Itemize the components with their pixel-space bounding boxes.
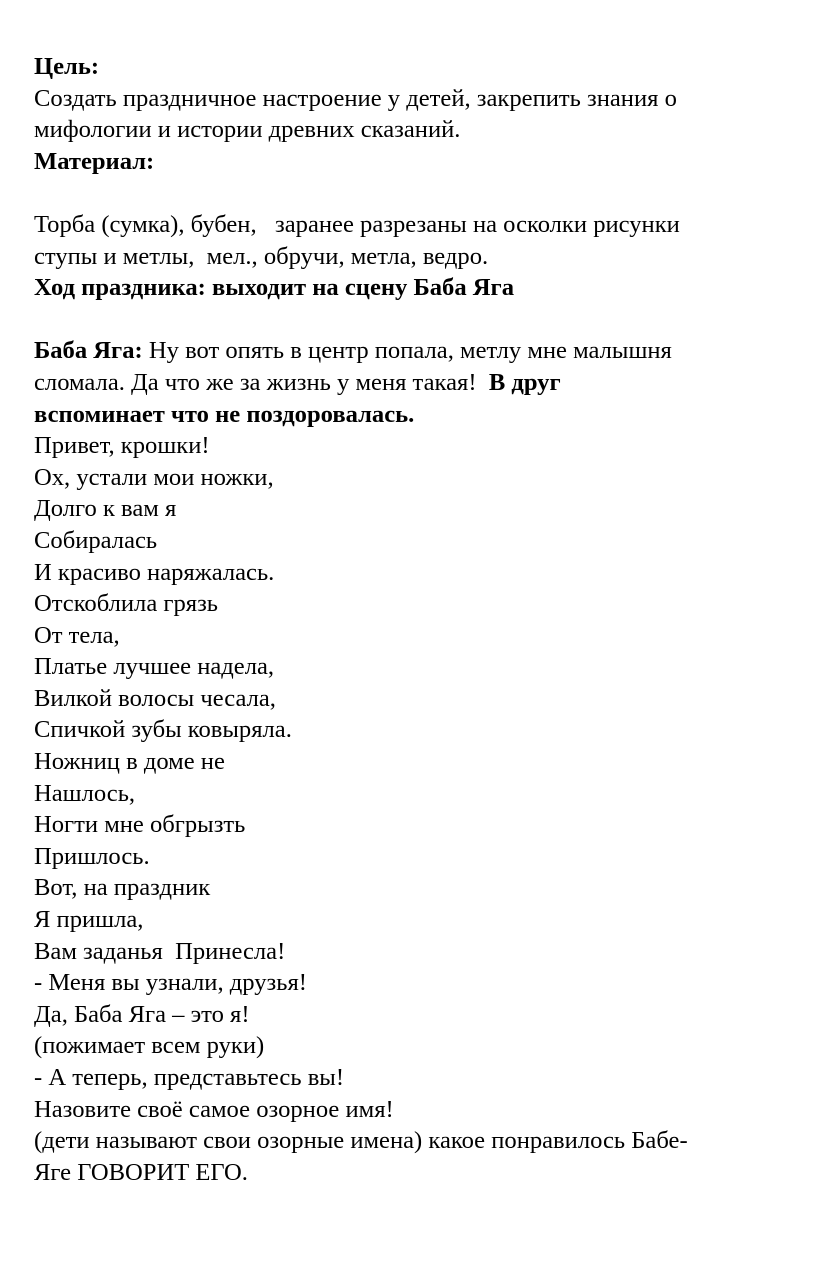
- poem-line: - А теперь, представьтесь вы!: [34, 1064, 345, 1091]
- material-line-1: Торба (сумка), бубен, заранее разрезаны на осколки рисунки: [34, 210, 680, 238]
- dialogue-line-1: [34, 335, 784, 367]
- stage-direction-start: В друг: [488, 368, 561, 396]
- poem-line: (пожимает всем руки): [34, 1032, 265, 1060]
- poem-line: Вот, на праздник: [34, 874, 211, 902]
- dialogue-line-2: [34, 367, 784, 399]
- blank-line: [34, 177, 784, 209]
- poem-line: Нашлось,: [34, 779, 136, 807]
- poem-line: Ногти мне обгрызть: [34, 811, 246, 839]
- stage-direction-end: вспоминает что не поздоровалась.: [34, 400, 415, 428]
- poem-line: Да, Баба Яга – это я!: [34, 1000, 250, 1028]
- poem-line: Долго к вам я: [34, 495, 177, 523]
- poem-line: - Меня вы узнали, друзья!: [34, 969, 307, 997]
- poem-line: От тела,: [34, 621, 120, 649]
- poem-line: Вилкой волосы чесала,: [34, 684, 276, 712]
- material-line-2: ступы и метлы, мел., обручи, метла, ведро.: [34, 242, 489, 270]
- poem-line: (дети называют свои озорные имена) какое понравилось Бабе-: [34, 1127, 688, 1155]
- poem-line: Ножниц в доме не: [34, 748, 225, 776]
- speaker-label: Баба Яга:: [34, 337, 143, 365]
- blank-line: [34, 304, 784, 336]
- poem-line: И красиво наряжалась.: [34, 558, 275, 586]
- poem-line: Платье лучшее надела,: [34, 653, 275, 681]
- course-heading: Ход праздника: выходит на сцену Баба Яга: [34, 274, 515, 302]
- goal-heading: Цель:: [34, 53, 100, 80]
- poem-line: Отскоблила грязь: [34, 590, 219, 618]
- poem-line: Ох, устали мои ножки,: [34, 463, 274, 491]
- poem-line: Я пришла,: [34, 906, 144, 934]
- poem-line: Привет, крошки!: [34, 432, 210, 460]
- dialogue-line-1-text: Ну вот опять в центр попала, метлу мне малышня: [142, 337, 672, 365]
- poem-line: Пришлось.: [34, 842, 150, 870]
- poem-line: Спичкой зубы ковыряла.: [34, 716, 292, 744]
- goal-text-line-1: Создать праздничное настроение у детей, закрепить знания о: [34, 84, 677, 112]
- poem-line: Вам заданья Принесла!: [34, 937, 286, 965]
- poem-line: Собиралась: [34, 526, 158, 554]
- dialogue-line-2-text: сломала. Да что же за жизнь у меня такая!: [34, 368, 489, 396]
- document-page: [34, 51, 784, 1188]
- poem-line: Назовите своё самое озорное имя!: [34, 1095, 394, 1123]
- goal-text-line-2: мифологии и истории древних сказаний.: [34, 116, 461, 144]
- poem-line: Яге ГОВОРИТ ЕГО.: [34, 1158, 248, 1186]
- material-heading: Материал:: [34, 147, 155, 175]
